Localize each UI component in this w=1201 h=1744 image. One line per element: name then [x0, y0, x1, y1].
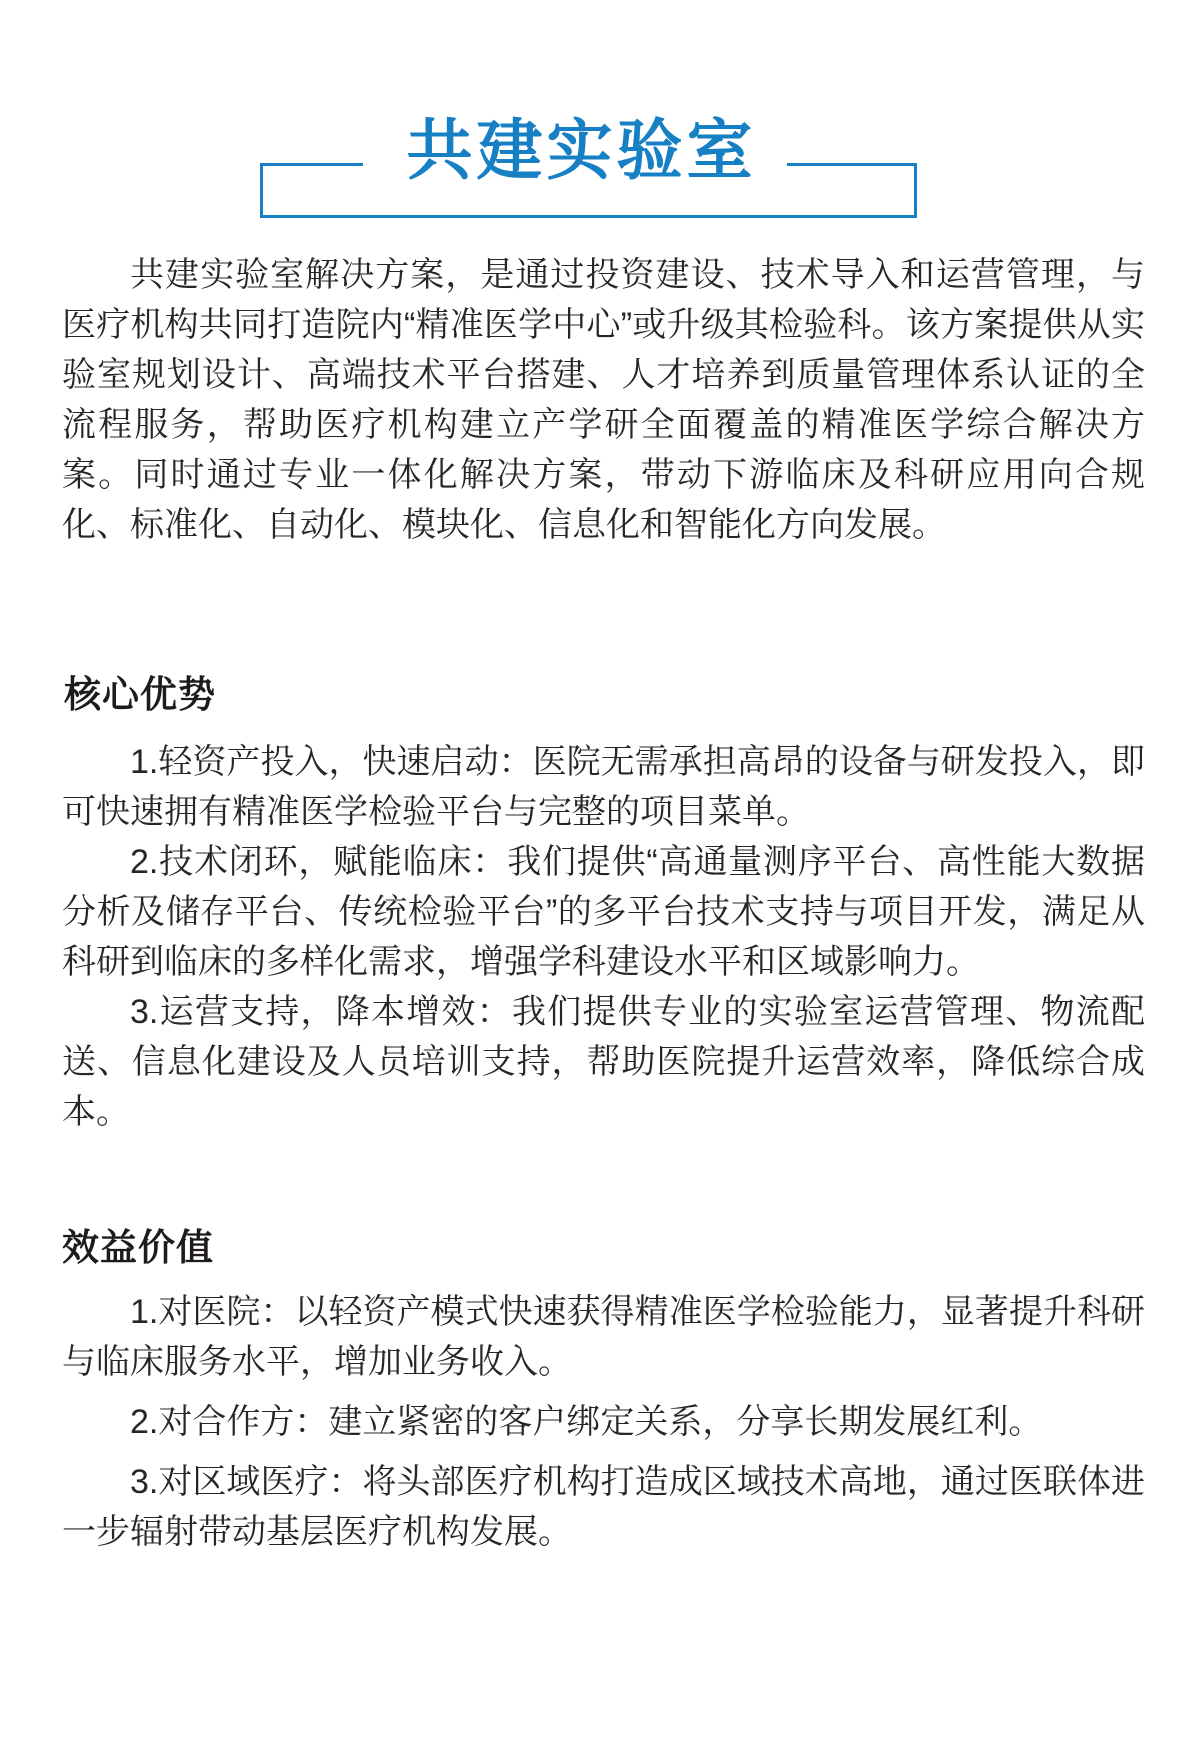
list-item: 3.运营支持，降本增效：我们提供专业的实验室运营管理、物流配送、信息化建设及人员培训支持，帮助医院提升运营效率，降低综合成本。: [62, 993, 1145, 1131]
list-item: 1.对医院：以轻资产模式快速获得精准医学检验能力，显著提升科研与临床服务水平，增加业务收入。: [62, 1293, 1145, 1381]
list-item: 2.技术闭环，赋能临床：我们提供“高通量测序平台、高性能大数据分析及储存平台、传统检验平台”的多平台技术支持与项目开发，满足从科研到临床的多样化需求，增强学科建设水平和区域影响力。: [62, 843, 1145, 981]
list-item: 3.对区域医疗：将头部医疗机构打造成区域技术高地，通过医联体进一步辐射带动基层医疗机构发展。: [62, 1463, 1145, 1551]
list-item: 1.轻资产投入，快速启动：医院无需承担高昂的设备与研发投入，即可快速拥有精准医学检验平台与完整的项目菜单。: [62, 743, 1145, 831]
list-item: 2.对合作方：建立紧密的客户绑定关系，分享长期发展红利。: [130, 1403, 1043, 1441]
section-heading-benefit-value: 效益价值: [62, 1227, 214, 1268]
section-heading-core-advantages: 核心优势: [64, 674, 216, 715]
document-body: [62, 0, 1145, 1557]
core-advantages-list: [62, 737, 1145, 1137]
page-title: 共建实验室: [406, 113, 757, 187]
intro-paragraph: 共建实验室解决方案，是通过投资建设、技术导入和运营管理，与医疗机构共同打造院内“精准医学中心”或升级其检验科。该方案提供从实验室规划设计、高端技术平台搭建、人才培养到质量管理体系认证的全流程服务，帮助医疗机构建立产学研全面覆盖的精准医学综合解决方案。同时通过专业一体化解决方案，带动下游临床及科研应用向合规化、标准化、自动化、模块化、信息化和智能化方向发展。: [62, 256, 1145, 544]
benefit-value-list: [62, 1287, 1145, 1557]
